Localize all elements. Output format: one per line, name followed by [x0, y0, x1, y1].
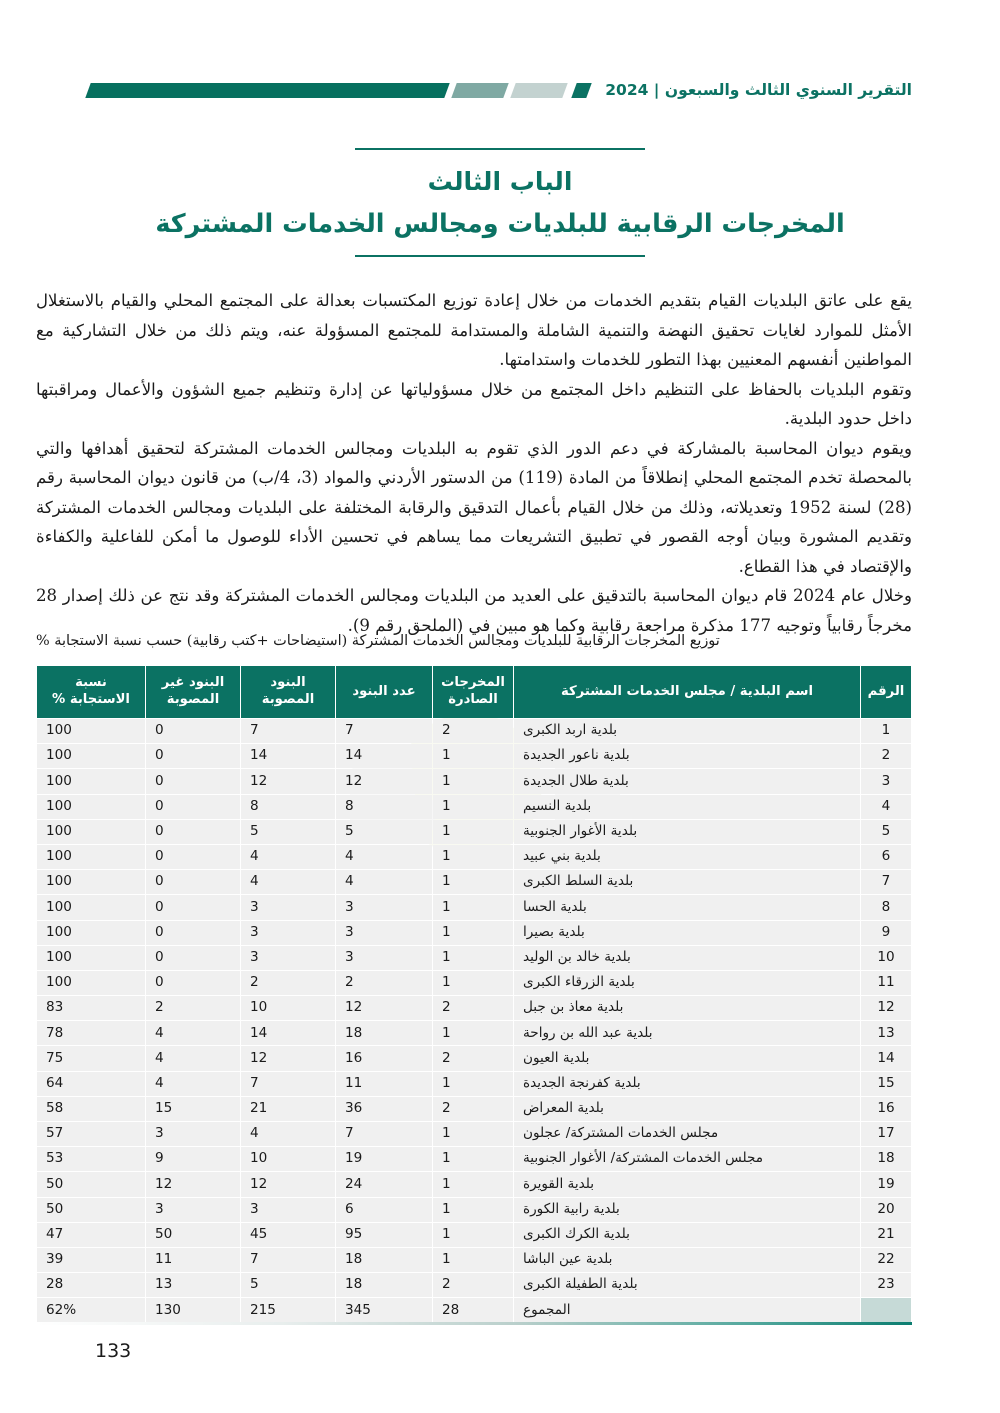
chapter-title-block — [0, 148, 1000, 257]
cell-fixed: 14 — [241, 1021, 335, 1045]
cell-rate: 100 — [37, 744, 145, 768]
cell-unfixed: 4 — [146, 1046, 240, 1070]
cell-items: 6 — [336, 1198, 432, 1222]
cell-number: 6 — [861, 845, 911, 869]
cell-unfixed: 3 — [146, 1122, 240, 1146]
cell-number: 7 — [861, 870, 911, 894]
cell-number: 12 — [861, 996, 911, 1020]
cell-number: 11 — [861, 971, 911, 995]
table-row — [37, 820, 911, 844]
cell-rate: 100 — [37, 870, 145, 894]
cell-outputs: 1 — [433, 1172, 513, 1196]
col-header-items-line1: عدد البنود — [352, 683, 416, 699]
col-header-name — [514, 666, 860, 718]
col-header-unfixed — [146, 666, 240, 718]
cell-rate: 78 — [37, 1021, 145, 1045]
cell-fixed: 5 — [241, 1273, 335, 1297]
cell-name: مجلس الخدمات المشتركة/ الأغوار الجنوبية — [514, 1147, 860, 1171]
cell-rate: 47 — [37, 1223, 145, 1247]
cell-items: 7 — [336, 1122, 432, 1146]
cell-fixed: 7 — [241, 1072, 335, 1096]
cell-items: 3 — [336, 921, 432, 945]
table-row — [37, 845, 911, 869]
cell-outputs: 1 — [433, 971, 513, 995]
table-row — [37, 1147, 911, 1171]
col-header-number-line1: الرقم — [867, 683, 905, 699]
cell-number: 23 — [861, 1273, 911, 1297]
col-header-rate-line1: نسبة — [75, 675, 107, 691]
cell-fixed: 10 — [241, 996, 335, 1020]
outputs-table — [36, 665, 912, 1324]
table-row — [37, 744, 911, 768]
cell-items: 19 — [336, 1147, 432, 1171]
cell-number: 18 — [861, 1147, 911, 1171]
running-header — [88, 74, 912, 108]
col-header-outputs — [433, 666, 513, 718]
cell-fixed: 12 — [241, 1172, 335, 1196]
cell-name: بلدية الزرقاء الكبرى — [514, 971, 860, 995]
cell-rate: 57 — [37, 1122, 145, 1146]
table-row — [37, 921, 911, 945]
cell-number: 8 — [861, 895, 911, 919]
cell-name: بلدية خالد بن الوليد — [514, 946, 860, 970]
cell-outputs: 1 — [433, 946, 513, 970]
cell-unfixed: 0 — [146, 744, 240, 768]
cell-outputs: 2 — [433, 996, 513, 1020]
cell-unfixed: 12 — [146, 1172, 240, 1196]
cell-items: 12 — [336, 996, 432, 1020]
col-header-outputs-line1: المخرجات — [441, 675, 505, 691]
cell-fixed: 2 — [241, 971, 335, 995]
cell-name: مجلس الخدمات المشتركة/ عجلون — [514, 1122, 860, 1146]
cell-outputs: 1 — [433, 795, 513, 819]
total-cell-fixed: 215 — [241, 1298, 335, 1322]
cell-fixed: 3 — [241, 921, 335, 945]
cell-fixed: 5 — [241, 820, 335, 844]
total-cell-outputs: 28 — [433, 1298, 513, 1322]
cell-items: 18 — [336, 1248, 432, 1272]
cell-rate: 100 — [37, 971, 145, 995]
col-header-items — [336, 666, 432, 718]
col-header-name-line1: اسم البلدية / مجلس الخدمات المشتركة — [560, 683, 814, 699]
table-row — [37, 870, 911, 894]
col-header-fixed-line1: البنود — [270, 675, 306, 691]
cell-number: 5 — [861, 820, 911, 844]
cell-fixed: 10 — [241, 1147, 335, 1171]
cell-outputs: 1 — [433, 1147, 513, 1171]
cell-unfixed: 0 — [146, 795, 240, 819]
cell-fixed: 8 — [241, 795, 335, 819]
table-row — [37, 795, 911, 819]
cell-unfixed: 13 — [146, 1273, 240, 1297]
cell-name: بلدية القويرة — [514, 1172, 860, 1196]
cell-name: بلدية العيون — [514, 1046, 860, 1070]
cell-number: 9 — [861, 921, 911, 945]
table-row — [37, 1097, 911, 1121]
paragraph-1: يقع على عاتق البلديات القيام بتقديم الخدمات من خلال إعادة توزيع المكتسبات بعدالة على المجتمع المحلي والقيام بالاستغلال الأمثل للموارد لغايات تحقيق النهضة والتنمية الشاملة والمستدامة للمجتمع المسؤولة عنه، ويتم ذلك من خلال التشاركية مع المواطنين أنفسهم المعنيين بهذا التطور للخدمات واستدامتها. — [36, 291, 912, 370]
cell-unfixed: 0 — [146, 946, 240, 970]
cell-name: بلدية بصيرا — [514, 921, 860, 945]
cell-outputs: 2 — [433, 1046, 513, 1070]
cell-rate: 100 — [37, 769, 145, 793]
cell-rate: 58 — [37, 1097, 145, 1121]
running-header-title: التقرير السنوي الثالث والسبعون | 2024 — [605, 81, 912, 100]
cell-number: 14 — [861, 1046, 911, 1070]
table-row — [37, 1122, 911, 1146]
cell-name: بلدية عين الباشا — [514, 1248, 860, 1272]
cell-fixed: 12 — [241, 1046, 335, 1070]
header-bar-medium — [452, 83, 509, 98]
table-total-row — [37, 1298, 911, 1322]
cell-fixed: 45 — [241, 1223, 335, 1247]
cell-name: بلدية عبد الله بن رواحة — [514, 1021, 860, 1045]
cell-unfixed: 0 — [146, 820, 240, 844]
cell-unfixed: 0 — [146, 895, 240, 919]
col-header-outputs-line2: الصادرة — [448, 692, 498, 707]
cell-number: 21 — [861, 1223, 911, 1247]
cell-name: بلدية الحسا — [514, 895, 860, 919]
cell-items: 18 — [336, 1273, 432, 1297]
cell-unfixed: 50 — [146, 1223, 240, 1247]
cell-number: 4 — [861, 795, 911, 819]
cell-number: 15 — [861, 1072, 911, 1096]
cell-items: 8 — [336, 795, 432, 819]
outputs-table-wrapper — [36, 665, 912, 1324]
table-row — [37, 769, 911, 793]
cell-fixed: 3 — [241, 946, 335, 970]
cell-name: بلدية الكرك الكبرى — [514, 1223, 860, 1247]
paragraph-4: وخلال عام 2024 قام ديوان المحاسبة بالتدقيق على العديد من البلديات ومجالس الخدمات المشتركة وقد نتج عن ذلك إصدار 28 مخرجاً رقابياً وتوجيه 177 مذكرة مراجعة رقابية وكما هو مبين في (الملحق رقم 9). — [36, 586, 912, 635]
title-rule-top — [355, 148, 645, 150]
cell-outputs: 1 — [433, 744, 513, 768]
cell-name: بلدية السلط الكبرى — [514, 870, 860, 894]
header-bar-tick — [572, 83, 592, 98]
cell-rate: 100 — [37, 845, 145, 869]
paragraph-3: ويقوم ديوان المحاسبة بالمشاركة في دعم الدور الذي تقوم به البلديات ومجالس الخدمات المشتركة لتحقيق أهدافها والتي بالمحصلة تخدم المجتمع المحلي إنطلاقاً من المادة (119) من الدستور الأردني والمواد (3، 4/ب) من قانون ديوان المحاسبة رقم (28) لسنة 1952 وتعديلاته، وذلك من خلال القيام بأعمال التدقيق والرقابة المختلفة على البلديات ومجالس الخدمات المشتركة وتقديم المشورة وبيان أوجه القصور في تطبيق التشريعات مما يساهم في تحسين الأداء للوصول ما أمكن للفاعلية والكفاءة والإقتصاد في هذا القطاع. — [36, 438, 912, 576]
table-row — [37, 1046, 911, 1070]
cell-rate: 75 — [37, 1046, 145, 1070]
table-row — [37, 1172, 911, 1196]
col-header-fixed — [241, 666, 335, 718]
cell-items: 18 — [336, 1021, 432, 1045]
cell-unfixed: 3 — [146, 1198, 240, 1222]
col-header-rate-line2: الاستجابة % — [52, 692, 130, 707]
table-header-row — [37, 666, 911, 718]
cell-fixed: 3 — [241, 895, 335, 919]
cell-fixed: 4 — [241, 1122, 335, 1146]
cell-name: بلدية النسيم — [514, 795, 860, 819]
cell-outputs: 1 — [433, 1072, 513, 1096]
total-cell-number — [861, 1298, 911, 1322]
cell-rate: 100 — [37, 719, 145, 743]
cell-rate: 100 — [37, 895, 145, 919]
cell-items: 4 — [336, 870, 432, 894]
cell-fixed: 14 — [241, 744, 335, 768]
cell-name: بلدية رابية الكورة — [514, 1198, 860, 1222]
table-row — [37, 1198, 911, 1222]
header-bar-light — [511, 83, 568, 98]
cell-fixed: 21 — [241, 1097, 335, 1121]
cell-items: 3 — [336, 946, 432, 970]
cell-items: 5 — [336, 820, 432, 844]
cell-fixed: 7 — [241, 719, 335, 743]
table-row — [37, 1248, 911, 1272]
cell-items: 36 — [336, 1097, 432, 1121]
cell-unfixed: 0 — [146, 845, 240, 869]
cell-items: 4 — [336, 845, 432, 869]
cell-fixed: 7 — [241, 1248, 335, 1272]
cell-unfixed: 15 — [146, 1097, 240, 1121]
cell-rate: 50 — [37, 1172, 145, 1196]
cell-unfixed: 0 — [146, 769, 240, 793]
cell-name: بلدية الأغوار الجنوبية — [514, 820, 860, 844]
cell-number: 13 — [861, 1021, 911, 1045]
cell-number: 22 — [861, 1248, 911, 1272]
col-header-fixed-line2: المصوبة — [261, 692, 315, 707]
header-decorative-bars — [88, 83, 591, 99]
cell-rate: 100 — [37, 820, 145, 844]
table-row — [37, 1223, 911, 1247]
cell-name: بلدية معاذ بن جبل — [514, 996, 860, 1020]
table-row — [37, 946, 911, 970]
cell-name: بلدية طلال الجديدة — [514, 769, 860, 793]
cell-rate: 53 — [37, 1147, 145, 1171]
cell-items: 12 — [336, 769, 432, 793]
cell-rate: 100 — [37, 946, 145, 970]
total-cell-items: 345 — [336, 1298, 432, 1322]
cell-number: 1 — [861, 719, 911, 743]
cell-outputs: 1 — [433, 820, 513, 844]
body-text — [36, 286, 912, 640]
paragraph-2: وتقوم البلديات بالحفاظ على التنظيم داخل المجتمع من خلال مسؤولياتها عن إدارة وتنظيم جميع الشؤون والأعمال ومراقبتها داخل حدود البلدية. — [36, 379, 912, 429]
cell-rate: 64 — [37, 1072, 145, 1096]
cell-rate: 100 — [37, 921, 145, 945]
cell-outputs: 1 — [433, 1021, 513, 1045]
table-row — [37, 1021, 911, 1045]
cell-items: 2 — [336, 971, 432, 995]
cell-fixed: 3 — [241, 1198, 335, 1222]
cell-name: بلدية المعراض — [514, 1097, 860, 1121]
cell-fixed: 4 — [241, 870, 335, 894]
table-row — [37, 719, 911, 743]
cell-rate: 28 — [37, 1273, 145, 1297]
col-header-unfixed-line2: المصوبة — [166, 692, 220, 707]
cell-unfixed: 4 — [146, 1021, 240, 1045]
cell-outputs: 1 — [433, 845, 513, 869]
page-number: 133 — [95, 1340, 132, 1362]
cell-number: 17 — [861, 1122, 911, 1146]
table-body — [37, 719, 911, 1323]
cell-number: 2 — [861, 744, 911, 768]
table-row — [37, 996, 911, 1020]
chapter-subtitle: المخرجات الرقابية للبلديات ومجالس الخدمات المشتركة — [155, 209, 845, 240]
table-row — [37, 971, 911, 995]
cell-items: 11 — [336, 1072, 432, 1096]
title-rule-bottom — [355, 255, 645, 257]
cell-number: 10 — [861, 946, 911, 970]
chapter-title: الباب الثالث — [427, 167, 573, 196]
cell-number: 16 — [861, 1097, 911, 1121]
cell-unfixed: 2 — [146, 996, 240, 1020]
cell-outputs: 2 — [433, 1273, 513, 1297]
cell-unfixed: 0 — [146, 921, 240, 945]
cell-unfixed: 0 — [146, 971, 240, 995]
total-cell-name: المجموع — [514, 1298, 860, 1322]
cell-name: بلدية كفرنجة الجديدة — [514, 1072, 860, 1096]
table-caption: توزيع المخرجات الرقابية للبلديات ومجالس الخدمات المشتركة (استيضاحات +كتب رقابية) حسب نسبة الاستجابة % — [36, 633, 720, 649]
cell-outputs: 1 — [433, 921, 513, 945]
col-header-number — [861, 666, 911, 718]
cell-rate: 50 — [37, 1198, 145, 1222]
cell-unfixed: 0 — [146, 870, 240, 894]
cell-unfixed: 4 — [146, 1072, 240, 1096]
col-header-rate — [37, 666, 145, 718]
cell-items: 24 — [336, 1172, 432, 1196]
cell-outputs: 2 — [433, 719, 513, 743]
cell-items: 14 — [336, 744, 432, 768]
cell-outputs: 1 — [433, 895, 513, 919]
cell-rate: 39 — [37, 1248, 145, 1272]
cell-name: بلدية اربد الكبرى — [514, 719, 860, 743]
cell-outputs: 1 — [433, 1122, 513, 1146]
cell-name: بلدية ناعور الجديدة — [514, 744, 860, 768]
cell-outputs: 1 — [433, 769, 513, 793]
cell-name: بلدية بني عبيد — [514, 845, 860, 869]
footer-rule — [36, 1322, 912, 1325]
total-cell-unfixed: 130 — [146, 1298, 240, 1322]
cell-items: 3 — [336, 895, 432, 919]
cell-unfixed: 9 — [146, 1147, 240, 1171]
cell-number: 3 — [861, 769, 911, 793]
table-head — [37, 666, 911, 718]
cell-rate: 83 — [37, 996, 145, 1020]
total-cell-rate: 62% — [37, 1298, 145, 1322]
cell-fixed: 4 — [241, 845, 335, 869]
cell-outputs: 1 — [433, 1223, 513, 1247]
cell-items: 95 — [336, 1223, 432, 1247]
col-header-unfixed-line1: البنود غير — [161, 675, 225, 691]
cell-items: 16 — [336, 1046, 432, 1070]
cell-items: 7 — [336, 719, 432, 743]
cell-outputs: 2 — [433, 1097, 513, 1121]
cell-unfixed: 11 — [146, 1248, 240, 1272]
cell-fixed: 12 — [241, 769, 335, 793]
cell-outputs: 1 — [433, 1248, 513, 1272]
cell-number: 19 — [861, 1172, 911, 1196]
table-row — [37, 1273, 911, 1297]
cell-outputs: 1 — [433, 870, 513, 894]
header-bar-dark — [85, 83, 450, 98]
cell-unfixed: 0 — [146, 719, 240, 743]
cell-rate: 100 — [37, 795, 145, 819]
table-row — [37, 895, 911, 919]
cell-name: بلدية الطفيلة الكبرى — [514, 1273, 860, 1297]
cell-number: 20 — [861, 1198, 911, 1222]
cell-outputs: 1 — [433, 1198, 513, 1222]
table-row — [37, 1072, 911, 1096]
